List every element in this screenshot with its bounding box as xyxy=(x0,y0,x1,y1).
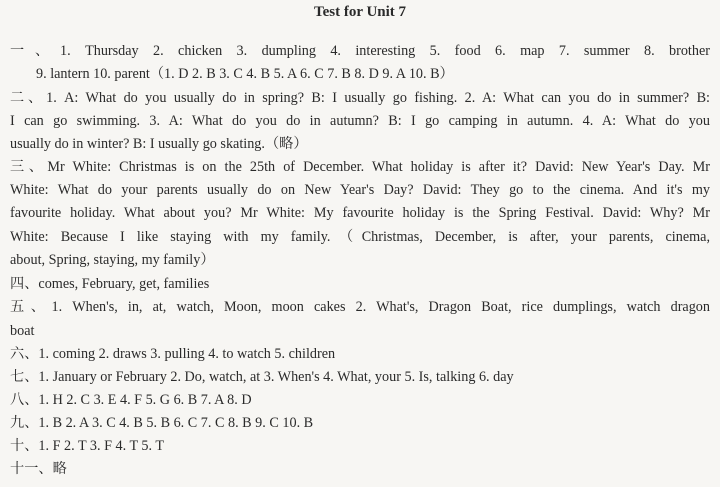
answer-text: 1. F 2. T 3. F 4. T 5. T xyxy=(38,438,165,454)
answer-text: Mr White: Christmas is on the 25th of December. What holiday is after it? David: New Year's Day. Mr xyxy=(47,159,710,175)
section-number: 二、 xyxy=(10,90,47,106)
answer-line xyxy=(10,87,710,109)
answer-text: 1. A: What do you usually do in spring? B: I usually go fishing. 2. A: What can you do in summer? B: xyxy=(46,90,710,106)
section-number: 十、 xyxy=(10,438,39,454)
answer-text: 1. H 2. C 3. E 4. F 5. G 6. B 7. A 8. D xyxy=(38,392,252,408)
answer-line xyxy=(10,40,710,62)
answer-line xyxy=(10,389,710,411)
answer-line xyxy=(10,110,710,132)
section-number: 十一、 xyxy=(10,461,53,477)
answer-line xyxy=(10,156,710,178)
answer-text: 1. January or February 2. Do, watch, at 3. When's 4. What, your 5. Is, talking 6. day xyxy=(38,369,514,385)
answer-line xyxy=(10,133,710,155)
answer-line xyxy=(10,179,710,201)
answer-line xyxy=(10,226,710,248)
answer-line xyxy=(10,202,710,224)
section-number: 四、 xyxy=(10,276,39,292)
section-number: 七、 xyxy=(10,369,39,385)
answer-text: usually do in winter? B: I usually go skating.（略） xyxy=(10,136,308,152)
answer-text: 1. coming 2. draws 3. pulling 4. to watch 5. children xyxy=(38,346,336,362)
answer-text: 略 xyxy=(52,461,67,477)
answer-line xyxy=(10,296,710,318)
answer-text: 1. When's, in, at, watch, Moon, moon cakes 2. What's, Dragon Boat, rice dumplings, watch dragon xyxy=(51,299,710,315)
answer-text: 9. lantern 10. parent（1. D 2. B 3. C 4. B 5. A 6. C 7. B 8. D 9. A 10. B） xyxy=(36,66,454,82)
answer-text: I can go swimming. 3. A: What do you do in autumn? B: I go camping in autumn. 4. A: What do you xyxy=(10,113,710,129)
answer-line xyxy=(10,366,710,388)
answer-text: 1. B 2. A 3. C 4. B 5. B 6. C 7. C 8. B 9. C 10. B xyxy=(38,415,314,431)
answer-text: 1. Thursday 2. chicken 3. dumpling 4. interesting 5. food 6. map 7. summer 8. brother xyxy=(60,43,710,59)
answer-line xyxy=(10,412,710,434)
answer-line xyxy=(10,320,710,342)
answer-text: boat xyxy=(10,323,35,339)
section-number: 五、 xyxy=(10,299,52,315)
answer-text: White: What do your parents usually do on New Year's Day? David: They go to the cinema. And it's my xyxy=(10,182,710,198)
page-title: Test for Unit 7 xyxy=(313,4,407,20)
answer-line xyxy=(10,249,710,271)
answer-line xyxy=(10,458,710,480)
section-number: 一、 xyxy=(10,43,61,59)
answer-line xyxy=(36,63,710,85)
answer-text: about, Spring, staying, my family） xyxy=(10,252,215,268)
answer-line xyxy=(10,435,710,457)
answer-line xyxy=(10,343,710,365)
answer-text: comes, February, get, families xyxy=(38,276,210,292)
answer-line xyxy=(10,273,710,295)
answer-text: White: Because I like staying with my family.（Christmas, December, is after, your parents, cinema, xyxy=(10,229,710,245)
section-number: 三、 xyxy=(10,159,48,175)
answer-text: favourite holiday. What about you? Mr White: My favourite holiday is the Spring Festival. David: Why? Mr xyxy=(10,205,710,221)
section-number: 八、 xyxy=(10,392,39,408)
section-number: 六、 xyxy=(10,346,39,362)
section-number: 九、 xyxy=(10,415,39,431)
